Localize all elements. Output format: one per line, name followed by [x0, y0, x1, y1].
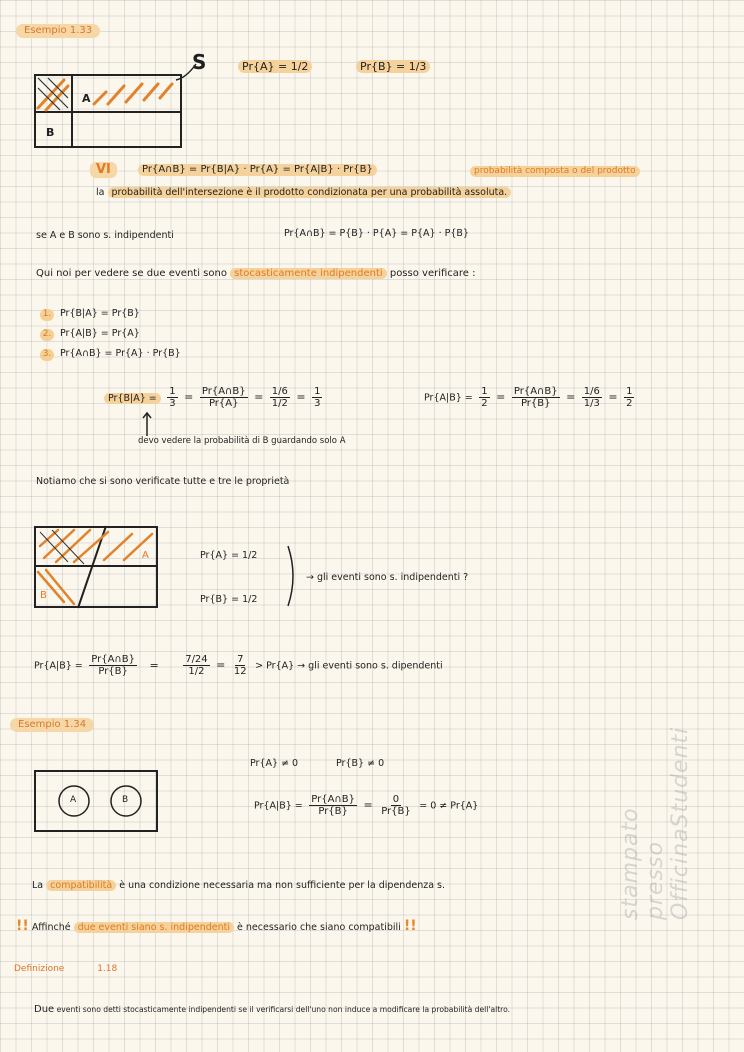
calc3-f3-num: 7 — [237, 654, 244, 665]
independence-label: se A e B sono s. indipendenti — [36, 230, 174, 241]
condition-item — [40, 348, 181, 361]
definition-title: Definizione — [14, 964, 65, 974]
calc3-f2-den: 1/2 — [188, 666, 205, 677]
calc2-f2-num: Pr{A∩B} — [513, 386, 558, 397]
label-b: B — [46, 126, 55, 139]
condition-number: 3. — [40, 349, 54, 361]
venn-diagram-2 — [34, 526, 158, 608]
check-pre: Qui noi per vedere se due eventi sono — [36, 268, 227, 279]
condition-item — [40, 308, 140, 321]
product-rule-note: probabilità composta o del prodotto — [470, 166, 640, 177]
hatched-a-region — [34, 74, 182, 148]
calc1-f3-num: 1/6 — [271, 386, 288, 397]
sample-space-label: S — [192, 50, 207, 74]
independence-question: → gli eventi sono s. indipendenti ? — [306, 572, 469, 583]
calc1-f3-den: 1/2 — [271, 398, 288, 409]
condition-text: Pr{A∩B} = Pr{A} · Pr{B} — [60, 348, 181, 359]
calc2-f3-num: 1/6 — [583, 386, 600, 397]
condition-text: Pr{A|B} = Pr{A} — [60, 328, 140, 339]
definition-number: 1.18 — [97, 964, 118, 974]
affinche-post: è necessario che siano compatibili — [237, 922, 401, 933]
calc2-f1-den: 2 — [481, 398, 488, 409]
calc1-eq: = — [184, 390, 194, 404]
calc4-tail: = 0 ≠ Pr{A} — [419, 800, 479, 812]
calc1-eq3: = — [296, 390, 306, 404]
calc2-f4-num: 1 — [626, 386, 633, 397]
calc2-lhs: Pr{A|B} = — [424, 392, 473, 404]
calc4-eq: = — [363, 798, 373, 812]
brace-icon — [286, 544, 300, 608]
affinche-pre: Affinché — [31, 922, 71, 933]
calc2-eq2: = — [566, 390, 576, 404]
label-b-2: B — [40, 590, 47, 601]
prob-a-2: Pr{A} = 1/2 — [200, 550, 258, 561]
compat-post: è una condizione necessaria ma non sufficiente per la dipendenza s. — [119, 880, 446, 891]
definition-heading — [14, 964, 117, 975]
calc4-lhs: Pr{A|B} = — [254, 800, 303, 812]
verified-sentence: Notiamo che si sono verificate tutte e tre le proprietà — [36, 476, 290, 487]
calc1-lhs: Pr{B|A} = — [104, 393, 161, 404]
calc1-f4-num: 1 — [314, 386, 321, 397]
label-a-2: A — [142, 550, 149, 561]
calc4-f2-num: 0 — [392, 794, 400, 805]
calc4-f1-den: Pr{B} — [318, 806, 348, 817]
calc1-f1-num: 1 — [169, 386, 176, 397]
definition-body: eventi sono detti stocasticamente indipendenti se il verificarsi dell'uno non induce a modificare la probabilità dell'altro. — [56, 1005, 511, 1014]
circle-b-label: B — [122, 795, 129, 805]
calc-a-given-b — [424, 386, 637, 409]
calc1-f4-den: 3 — [314, 398, 321, 409]
venn-diagram-1 — [34, 50, 207, 148]
calc1-eq2: = — [254, 390, 264, 404]
calc3-f3-den: 12 — [233, 666, 247, 677]
calc3-eq2: = — [216, 658, 226, 672]
calc4-f2-den: Pr{B} — [381, 806, 411, 817]
affinche-sentence — [16, 918, 417, 935]
watermark: stampato presso OfficinaStudenti — [618, 726, 693, 920]
nonzero-a: Pr{A} ≠ 0 — [250, 758, 299, 769]
calc3-f2-num: 7/24 — [185, 654, 208, 665]
intersection-sentence — [96, 187, 511, 198]
compat-pre: La — [32, 880, 44, 891]
condition-text: Pr{B|A} = Pr{B} — [60, 308, 140, 319]
roman-numeral: VI — [90, 162, 117, 178]
prob-b: Pr{B} = 1/3 — [356, 60, 430, 73]
calc2-f3-den: 1/3 — [583, 398, 600, 409]
calc2-eq3: = — [608, 390, 618, 404]
calc3-f1-den: Pr{B} — [98, 666, 128, 677]
calc1-f2-num: Pr{A∩B} — [201, 386, 246, 397]
calc-b-given-a — [104, 386, 325, 409]
disjoint-diagram — [34, 770, 158, 832]
definition-lead: Due — [34, 1004, 55, 1015]
calc3-tail: > Pr{A} → gli eventi sono s. dipendenti — [255, 660, 443, 672]
compat-highlight: compatibilità — [46, 880, 116, 891]
product-rule: Pr{A∩B} = Pr{B|A} · Pr{A} = Pr{A|B} · Pr{B} — [138, 164, 377, 176]
example-134-title: Esempio 1.34 — [10, 718, 94, 732]
calc-disjoint — [254, 794, 478, 817]
calc4-f1-num: Pr{A∩B} — [311, 794, 355, 805]
calc1-f2-den: Pr{A} — [208, 398, 239, 409]
circles — [34, 770, 158, 832]
prob-a: Pr{A} = 1/2 — [238, 60, 312, 73]
check-sentence — [36, 268, 476, 280]
calc2-f1-num: 1 — [481, 386, 488, 397]
definition-text — [34, 1004, 510, 1016]
calc2-eq: = — [496, 390, 506, 404]
label-a: A — [82, 92, 91, 105]
arrow-note: devo vedere la probabilità di B guardando solo A — [138, 436, 346, 446]
condition-number: 1. — [40, 309, 54, 321]
check-highlight: stocasticamente indipendenti — [230, 268, 387, 279]
affinche-highlight: due eventi siano s. indipendenti — [74, 922, 234, 933]
calc-dependence — [34, 654, 443, 677]
calc3-lhs: Pr{A|B} = — [34, 660, 83, 672]
independence-formula: Pr{A∩B} = P{B} · P{A} = P{A} · P{B} — [284, 228, 469, 239]
calc2-f2-den: Pr{B} — [520, 398, 551, 409]
sentence-pre: la — [96, 187, 105, 198]
compatibility-sentence — [32, 880, 445, 891]
sentence-highlight: probabilità dell'intersezione è il prodotto condizionata per una probabilità assoluta. — [108, 187, 512, 198]
circle-a-label: A — [70, 795, 77, 805]
exclamation-icon: !! — [16, 918, 29, 934]
condition-number: 2. — [40, 329, 54, 341]
exclamation-icon-2: !! — [403, 918, 417, 934]
condition-item — [40, 328, 140, 341]
calc3-f1-num: Pr{A∩B} — [91, 654, 135, 665]
hatched-intersection — [34, 526, 158, 608]
nonzero-b: Pr{B} ≠ 0 — [336, 758, 385, 769]
prob-b-2: Pr{B} = 1/2 — [200, 594, 258, 605]
calc1-f1-den: 3 — [169, 398, 176, 409]
calc2-f4-den: 2 — [626, 398, 633, 409]
check-post: posso verificare : — [389, 268, 476, 279]
calc3-eq1: = — [149, 658, 159, 672]
up-arrow-icon — [142, 412, 152, 436]
example-133-title: Esempio 1.33 — [16, 24, 100, 38]
